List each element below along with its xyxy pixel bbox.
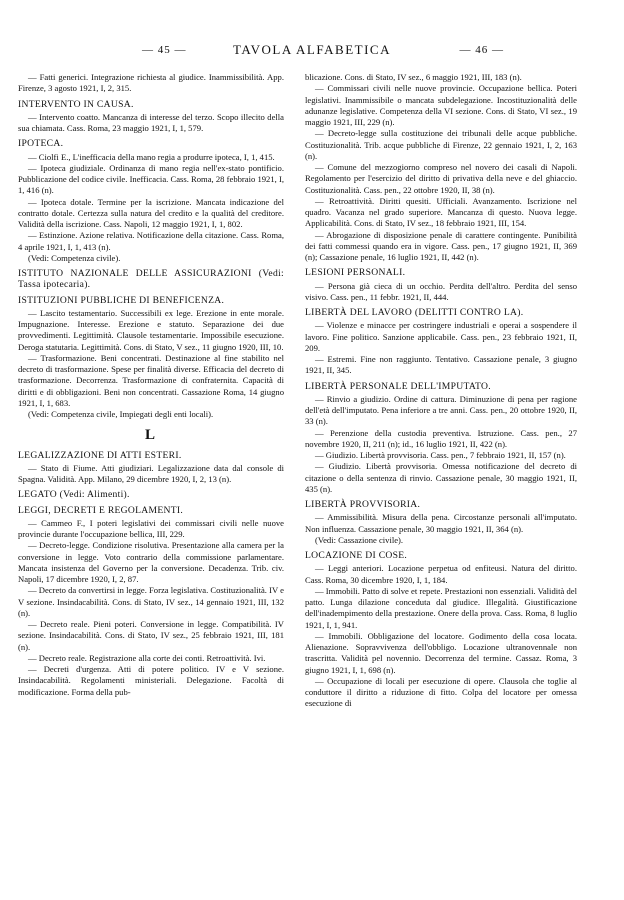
- index-entry: — Leggi anteriori. Locazione perpetua od enfiteusi. Natura del diritto. Cass. Roma, 30 dicembre 1920, I, 1, 184.: [305, 563, 577, 585]
- index-entry: — Decreto-legge. Condizione risolutiva. Presentazione alla camera per la conversione in legge. Voto contrario della commissione parlamentare. Mancata insistenza del Governo per la conversione. Decadenza. Trib. civ. Napoli, 17 dicembre 1920, I, 2, 87.: [18, 540, 284, 584]
- index-entry: — Rinvio a giudizio. Ordine di cattura. Diminuzione di pena per ragione dell'età dell'imputato. Pena inferiore a tre anni. Cass. pen., 20 ottobre 1920, II, 33 (n).: [305, 393, 577, 427]
- index-entry: (Vedi: Competenza civile, Impiegati degli enti locali).: [28, 409, 214, 419]
- page-number-right: — 46 —: [459, 44, 504, 56]
- index-entry: — Ipoteca giudiziale. Ordinanza di mano regia nell'ex-stato pontificio. Pubblicazione del codice civile. Inefficacia. Cass. Roma, 28 febbraio 1921, I, 1, 416 (n).: [18, 162, 284, 196]
- index-entry-continued: blicazione. Cons. di Stato, IV sez., 6 maggio 1921, III, 183 (n).: [305, 72, 522, 82]
- index-entry: — Stato di Fiume. Atti giudiziari. Legalizzazione data dal console di Spagna. Validità. App. Milano, 29 dicembre 1920, I, 2, 13 (n).: [18, 462, 284, 484]
- index-heading: LOCAZIONE DI COSE.: [305, 550, 408, 561]
- index-heading: LIBERTÀ PERSONALE DELL'IMPUTATO.: [305, 380, 491, 392]
- index-entry: — Violenze e minacce per costringere industriali e operai a sospendere il lavoro. Fine politico. Sanzione applicabile. Cass. pen., 23 febbraio 1921, II, 209.: [305, 320, 577, 353]
- index-heading: LEGGI, DECRETI E REGOLAMENTI.: [18, 504, 184, 516]
- index-entry: — Trasformazione. Beni concentrati. Destinazione al fine stabilito nel decreto di trasformazione. Spese per finalità diverse. Efficacia del decreto di trasformazione. Decorrenza. Trasformazione di confraternita. Capacità di diritti e di obbligazioni. Beni non concentrati. Cassazione Roma, 14 giugno 1921, I, 1, 683.: [18, 352, 284, 408]
- index-entry: — Immobili. Patto di solve et repete. Prestazioni non essenziali. Validità del patto. Lunga dilazione conceduta dal giudice. Illegalità. Giustificazione dell'inadempimento della prestazione. Onere della prova. Cass. Roma, 8 luglio 1921, I, 1, 941.: [305, 585, 577, 630]
- index-entry: — Intervento coatto. Mancanza di interesse del terzo. Scopo illecito della sua chiamata. Cass. Roma, 23 maggio 1921, I, 1, 579.: [18, 111, 284, 133]
- index-heading: LEGATO (Vedi: Alimenti).: [18, 489, 130, 501]
- index-heading: LESIONI PERSONALI.: [305, 267, 406, 279]
- index-heading: IPOTECA.: [18, 138, 64, 150]
- index-entry: — Lascito testamentario. Successibili ex lege. Erezione in ente morale. Impugnazione. Interesse. Erezione e statuto. Separazione dei due provvedimenti. Legittimità. Clausole testamentarie. Impossibile esecuzione. Deroga statutaria. Legittimità. Cons. di Stato, V sez., 11 giugno 1920, III, 10.: [18, 307, 284, 352]
- index-heading: LEGALIZZAZIONE DI ATTI ESTERI.: [18, 449, 182, 461]
- index-entry: — Perenzione della custodia preventiva. Istruzione. Cass. pen., 27 novembre 1920, II, 211 (n); id., 16 luglio 1921, II, 422 (n).: [305, 427, 577, 449]
- index-entry: — Giudizio. Libertà provvisoria. Omessa notificazione del decreto di citazione o della sentenza di rinvio. Cassazione penale, 30 maggio 1921, II, 435 (n).: [305, 461, 577, 494]
- index-heading: LIBERTÀ PROVVISORIA.: [305, 499, 421, 510]
- index-entry: (Vedi: Competenza civile).: [28, 252, 121, 263]
- index-entry: — Abrogazione di disposizione penale di carattere contingente. Punibilità dei fatti commessi quando era in vigore. Cass. pen., 17 giugno 1921, II, 369 (n); Cassazione penale, 16 luglio 1921, II, 442 (n).: [305, 229, 577, 262]
- index-entry: — Comune del mezzogiorno compreso nel novero dei casali di Napoli. Regolamento per l'esercizio del diritto di privativa della neve e del ghiaccio. Costituzionalità. Cass. pen., 22 ottobre 1920, II, 38 (n).: [305, 162, 577, 195]
- index-entry: — Estinzione. Azione relativa. Notificazione della citazione. Cass. Roma, 4 aprile 1921, I, 1, 413 (n).: [18, 230, 284, 252]
- index-entry: — Ciolfi E., L'inefficacia della mano regia a produrre ipoteca, I, 1, 415.: [28, 151, 275, 162]
- index-entry: — Occupazione di locali per esecuzione di opere. Clausola che toglie al conduttore il diritto a riduzione di fitto. Colpa del locatore per omessa esecuzione di: [305, 675, 577, 709]
- index-entry: — Retroattività. Diritti quesiti. Ufficiali. Avanzamento. Iscrizione nel quadro. Vacanza nel grado superiore. Mancanza di questo. Nuova legge. Applicabilità. Cons. di Stato, IV sez., 18 febbraio 1921, III, 154.: [305, 195, 577, 229]
- index-entry: — Decreti d'urgenza. Atti di potere politico. IV e V sezione. Insindacabilità. Regolamenti ministeriali. Delegazione. Facoltà di modificazione. Forma della pub-: [18, 664, 284, 697]
- page-header: [30, 44, 594, 60]
- index-entry: — Cammeo F., I poteri legislativi dei commissari civili nelle nuove provincie durante l'occupazione bellica, III, 229.: [18, 517, 284, 539]
- index-entry: — Commissari civili nelle nuove provincie. Occupazione bellica. Poteri legislativi. Inammissibile o mancata subdelegazione. Incostituzionalità delle adunanze legislative. Competenza della VI sezione. Cons. di Stato, VI sez., 19 maggio 1921, III, 229 (n).: [305, 83, 577, 127]
- index-entry: — Estremi. Fine non raggiunto. Tentativo. Cassazione penale, 3 giugno 1921, II, 345.: [305, 354, 577, 376]
- left-column: [18, 72, 284, 698]
- index-heading: ISTITUZIONI PUBBLICHE DI BENEFICENZA.: [18, 294, 225, 306]
- page-title: TAVOLA ALFABETICA: [233, 42, 391, 57]
- index-entry: — Ammissibilità. Misura della pena. Circostanze personali all'imputato. Non influenza. Cassazione penale, 30 maggio 1921, II, 364 (n).: [305, 512, 577, 534]
- index-heading: ISTITUTO NAZIONALE DELLE ASSICURAZIONI (Vedi: Tassa ipotecaria).: [18, 268, 284, 291]
- right-column: [305, 72, 577, 710]
- index-entry: — Fatti generici. Integrazione richiesta al giudice. Inammissibilità. App. Firenze, 3 agosto 1921, I, 2, 315.: [18, 72, 284, 94]
- section-letter: L: [144, 427, 157, 444]
- index-heading: INTERVENTO IN CAUSA.: [18, 98, 134, 110]
- index-entry: — Persona già cieca di un occhio. Perdita dell'altro. Perdita del senso visivo. Cass. pen., 11 febbr. 1921, II, 444.: [305, 280, 577, 302]
- index-entry: — Immobili. Obbligazione del locatore. Godimento della cosa locata. Alienazione. Sopravvivenza dell'obbligo. Locazione ultranovennale non trascritta. Validità pel novennio. Decorrenza del termine. Cassaz. Roma, 3 giugno 1921, I, 1, 698 (n).: [305, 630, 577, 675]
- index-entry: — Decreto da convertirsi in legge. Forza legislativa. Costituzionalità. IV e V sezione. Insindacabilità. Cons. di Stato, IV sez., 14 gennaio 1921, III, 132 (n).: [18, 585, 284, 618]
- index-entry: — Giudizio. Libertà provvisoria. Cass. pen., 7 febbraio 1921, II, 157 (n).: [315, 450, 566, 460]
- index-entry: — Decreto reale. Pieni poteri. Conversione in legge. Compatibilità. IV sezione. Insindacabilità. Cons. di Stato, IV sez., 25 febbraio 1921, III, 181 (n).: [18, 619, 284, 652]
- page-number-left: — 45 —: [142, 44, 187, 56]
- index-heading: LIBERTÀ DEL LAVORO (DELITTI CONTRO LA).: [305, 307, 524, 318]
- index-entry: (Vedi: Cassazione civile).: [315, 534, 404, 545]
- index-entry: — Decreto reale. Registrazione alla corte dei conti. Retroattività. Ivi.: [28, 652, 266, 663]
- index-entry: — Decreto-legge sulla costituzione dei tribunali delle acque pubbliche. Costituzionalità. Trib. acque pubbliche di Firenze, 22 gennaio 1921, I, 2, 163 (n).: [305, 128, 577, 161]
- index-entry: — Ipoteca dotale. Termine per la iscrizione. Mancata indicazione del contratto dotale. Certezza sulla natura del credito e la qualità del creditore. Validità della iscrizione. Cass. Napoli, 12 maggio 1921, I, 1, 802.: [18, 196, 284, 229]
